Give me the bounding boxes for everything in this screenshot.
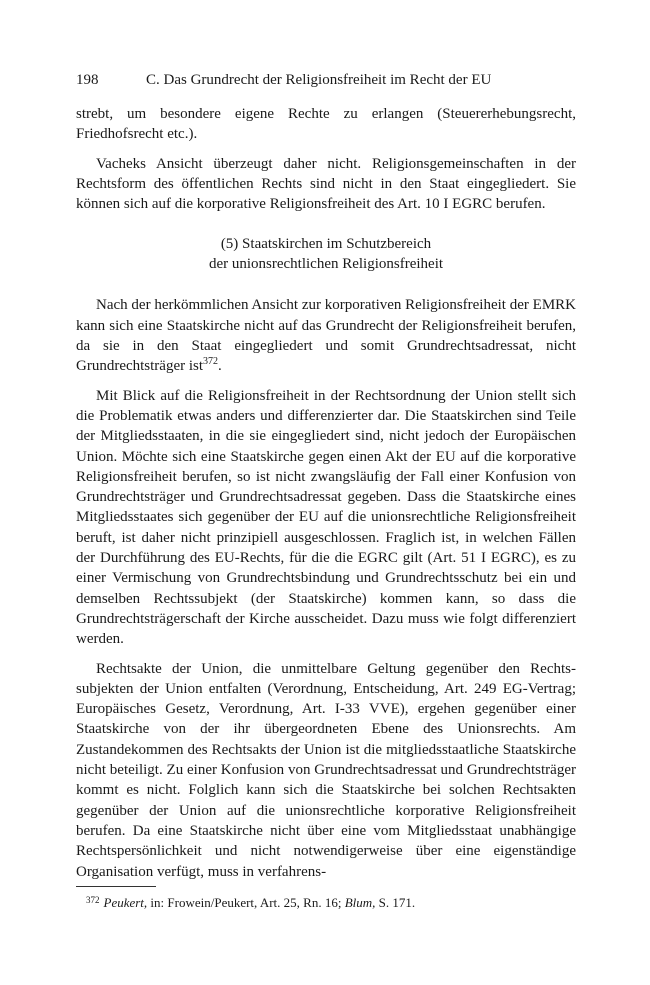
footnote-number: 372 (86, 895, 100, 905)
paragraph-2: Vacheks Ansicht überzeugt daher nicht. Religionsgemeinschaften in der Rechtsform des öffentlichen Rechts sind nicht in den Staat eingegliedert. Sie können sich auf die korporative Religionsfreiheit des Art. 10 I EGRC berufen. (76, 155, 576, 213)
paragraph-4: Mit Blick auf die Religionsfreiheit in der Rechtsordnung der Union stellt sich die Problematik etwas anders und differenzierter dar. Die Staatskirchen sind Teile der Mitgliedsstaaten, in die sie eingegliedert sind, nicht jedoch der Europäischen Union. Möchte sich eine Staatskirche gegen einen Akt der EU auf die korporative Religionsfreiheit berufen, so ist nicht zwangsläufig der Fall einer Konfusion von Grundrechtsträger und Grundrechtsadressat gegeben. Dass die Staatskirche eines Mitgliedsstaates sich gegenüber der EU auf die unionsrechtliche Religionsfreiheit beruft, ist daher nicht prinzipiell ausgeschlossen. Fraglich ist, in welchen Fällen der Durchführung des EU-Rechts, für die die EGRC gilt (Art. 51 I EGRC), es zu einer Vermischung von Grundrechtsbindung und Grundrechtsschutz bei ein und demselben Rechtssubjekt (der Staatskirche) kommen kann, so dass die Grundrechtsträgerschaft der Kirche ausscheidet. Dazu muss wie folgt differenziert werden. (76, 387, 576, 648)
paragraph-3 (76, 295, 576, 376)
page-number: 198 (76, 72, 99, 88)
running-header (76, 70, 576, 90)
section-heading-line-1: (5) Staatskirchen im Schutzbereich (220, 236, 432, 253)
footnote-author-2: Blum, (344, 895, 376, 910)
section-heading (76, 234, 576, 274)
running-title: C. Das Grundrecht der Religionsfreiheit im Recht der EU (146, 72, 492, 88)
paragraph-3-text: Nach der herkömmlichen Ansicht zur korporativen Religionsfreiheit der EMRK kann sich eine Staatskirche nicht auf das Grundrecht der Religionsfreiheit berufen, da sie in den Staat eingegliedert und somit Grundrechtsadressat, nicht Grundrechtsträger ist (76, 297, 576, 375)
footnote-text-2: S. 171. (375, 895, 416, 910)
section-heading-line-2: der unionsrechtlichen Religionsfreiheit (208, 256, 444, 273)
paragraph-5: Rechtsakte der Union, die unmittelbare Geltung gegenüber den Rechtssubjekten der Union entfalten (Verordnung, Entscheidung, Art. 249 EG-Vertrag; Europäisches Gesetz, Verordnung, Art. I-33 VVE), ergehen gegenüber einer Staatskirche von der ihr übergeordneten Ebene des Unionsrechts. Am Zustandekommen des Rechtsakts der Union ist die mitgliedsstaatliche Staatskirche nicht beteiligt. Zu einer Konfusion von Grundrechtsadressat und Grundrechtsträger kommt es nicht. Folglich kann sich die Staatskirche bei solchen Rechtsakten gegenüber der Union auf die unionsrechtliche korporative Religionsfreiheit berufen. Da eine Staatskirche nicht über eine vom Mitgliedsstaat unabhängige Rechtspersönlichkeit und nicht notwendigerweise über eine eigenständige Organisation verfügt, muss in verfahrens- (76, 660, 576, 880)
footnote-text-1: in: Frowein/Peukert, Art. 25, Rn. 16; (147, 895, 345, 910)
footnote (76, 892, 576, 911)
page-body (76, 70, 576, 882)
footnote-divider (76, 886, 156, 887)
paragraph-3-end: . (218, 358, 222, 375)
footnote-reference[interactable]: 372 (203, 356, 219, 368)
footnote-author-1: Peukert, (103, 895, 148, 910)
paragraph-1: strebt, um besondere eigene Rechte zu erlangen (Steuererhebungsrecht, Friedhofsrecht etc.). (76, 106, 576, 143)
